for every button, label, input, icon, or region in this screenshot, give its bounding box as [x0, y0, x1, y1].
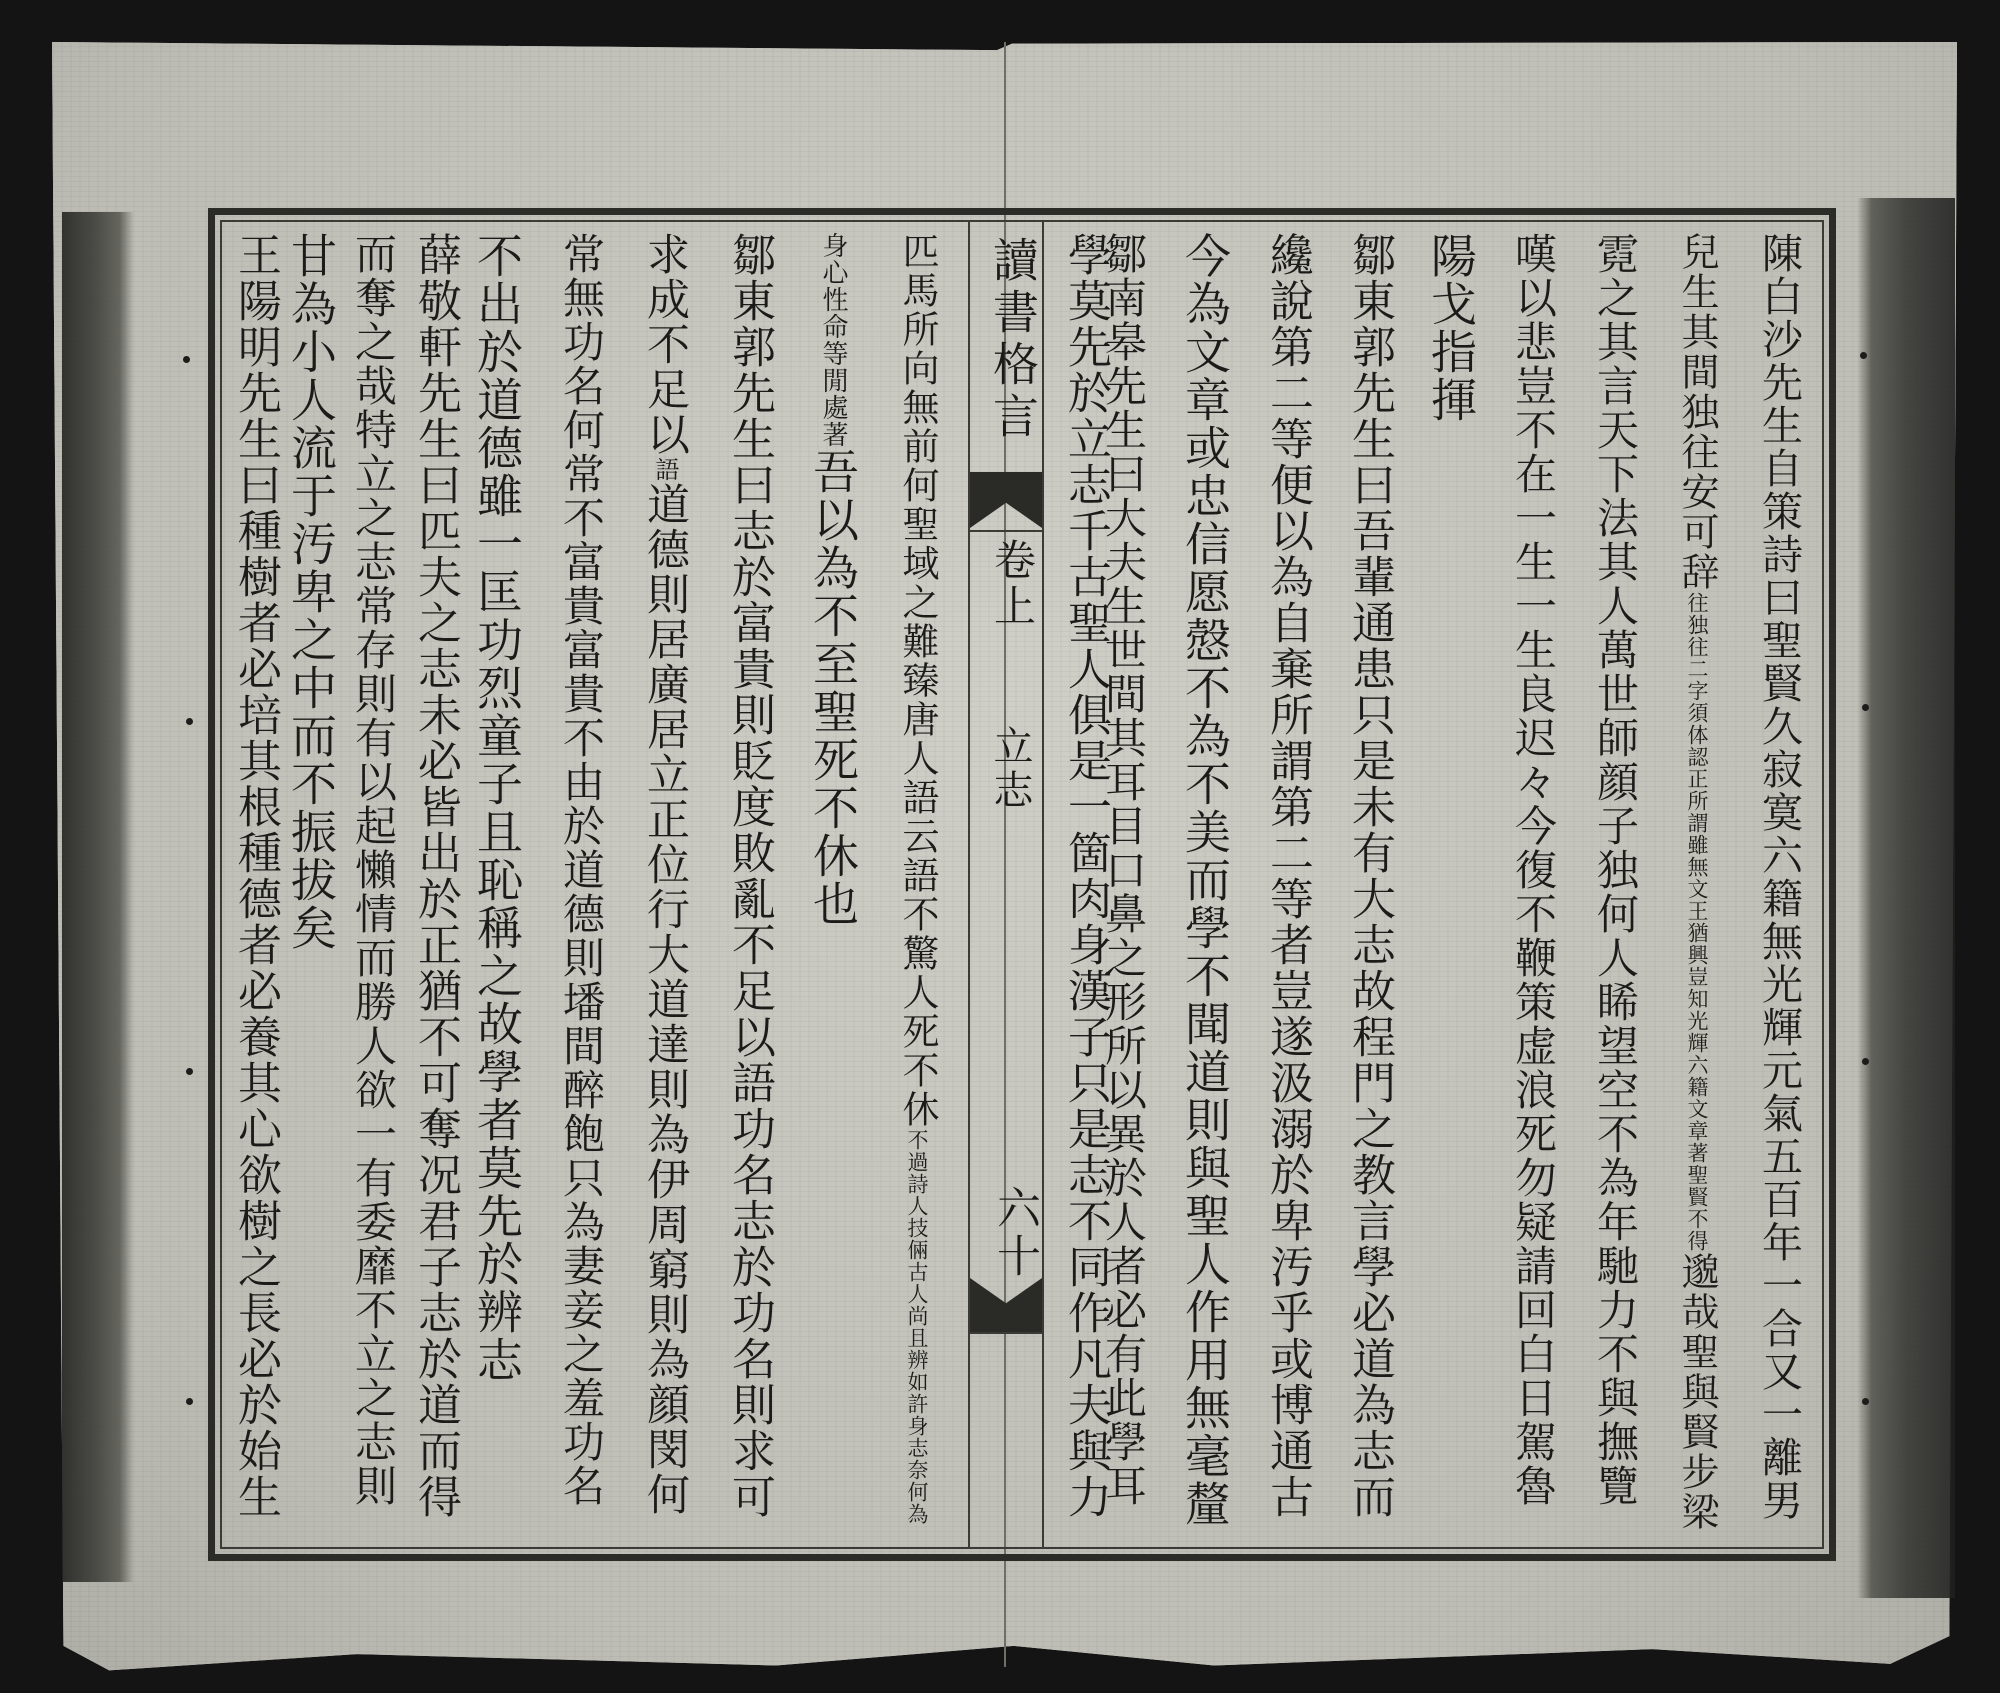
text-column: 霓之其言天下法其人萬世師顔子独何人睎望空不為年馳力不與撫覽	[1591, 232, 1640, 1508]
text-column: 陳白沙先生自策詩曰聖賢久寂寞六籍無光輝元氣五百年一合又一離男	[1755, 232, 1803, 1522]
binding-hole	[183, 356, 190, 363]
text-column: 鄒東郭先生曰吾輩通患只是未有大志故程門之教言學必道為志而	[1344, 232, 1395, 1520]
book-title: 讀書格言	[986, 236, 1040, 444]
text-column: 嘆以悲豈不在一生一生良迟々今復不鞭策虚浪死勿疑請回白日駕魯	[1509, 232, 1558, 1508]
text-column: 今為文章或忠信愿慤不為不美而學不聞道則與聖人作用無毫釐	[1178, 232, 1232, 1528]
page-number: 六十	[989, 1185, 1040, 1281]
text-column: 求成不足以語道德則居廣居立正位行大道達則為伊周窮則為顔閔何	[640, 232, 690, 1517]
text-column: 學莫先於立志千古聖人俱是一箇肉身漢子只是志不同作凡夫與力	[1060, 232, 1111, 1520]
binding-hole	[186, 718, 193, 725]
text-column: 纔說第二等便以為自棄所謂第二等者豈遂汲溺於卑汚乎或博通古	[1262, 232, 1313, 1520]
text-column: 身心性命等閒處著吾以為不至聖死不休也	[806, 232, 860, 928]
annotation: 往独往二字須体認正所謂雖無文王猶興豈知光輝六籍文章著聖賢不得	[1685, 592, 1709, 1252]
annotation: 不過詩人技倆古人尚且辨如許身志奈何為	[905, 1129, 929, 1525]
section-label: 立志	[987, 725, 1033, 813]
text-column: 王陽明先生曰種樹者必培其根種德者必養其心欲樹之長必於始生	[230, 232, 281, 1520]
binding-hole	[1860, 352, 1867, 359]
volume-label: 卷上	[988, 538, 1037, 630]
text-column: 陽戈指揮	[1424, 232, 1478, 424]
center-rule	[970, 530, 1042, 532]
binding-hole	[1862, 1398, 1869, 1405]
text-column: 常無功名何常不富貴富貴不由於道德則墦間醉飽只為妻妾之羞功名	[557, 232, 606, 1508]
text-column: 薛敬軒先生曰匹夫之志未必皆出於正猶不可奪况君子志於道而得	[410, 232, 461, 1520]
left-edge-wear	[62, 212, 134, 1582]
text-column: 甘為小人流于汚卑之中而不振拔矣	[284, 232, 338, 952]
right-edge-wear	[1857, 198, 1955, 1598]
annotation: 語	[651, 457, 679, 482]
binding-hole	[1862, 1058, 1869, 1065]
text-column: 不出於道德雖一匡功烈童子且恥稱之故學者莫先於辨志	[470, 232, 524, 1384]
text-column: 而奪之哉特立之志常存則有以起懶情而勝人欲一有委靡不立之志則	[349, 232, 398, 1508]
text-column: 鄒東郭先生曰志於富貴則貶度敗亂不足以語功名志於功名則求可	[724, 232, 775, 1520]
text-column: 鄒南皋先生曰大夫生世間其耳目口鼻之形所以異於人者必有此學耳	[1099, 232, 1148, 1508]
text-column: 兒生其間独往安可辞往独往二字須体認正所謂雖無文王猶興豈知光輝六籍文章著聖賢不得邈哉聖與賢步梁	[1675, 232, 1719, 1532]
text-column: 匹馬所向無前何聖域之難臻唐人語云語不驚人死不休不過詩人技倆古人尚且辨如許身志奈何為	[896, 232, 939, 1525]
center-rule	[970, 1332, 1042, 1334]
binding-hole	[1862, 704, 1869, 711]
annotation: 身心性命等閒處著	[818, 232, 848, 448]
binding-hole	[186, 1398, 193, 1405]
binding-hole	[186, 1068, 193, 1075]
